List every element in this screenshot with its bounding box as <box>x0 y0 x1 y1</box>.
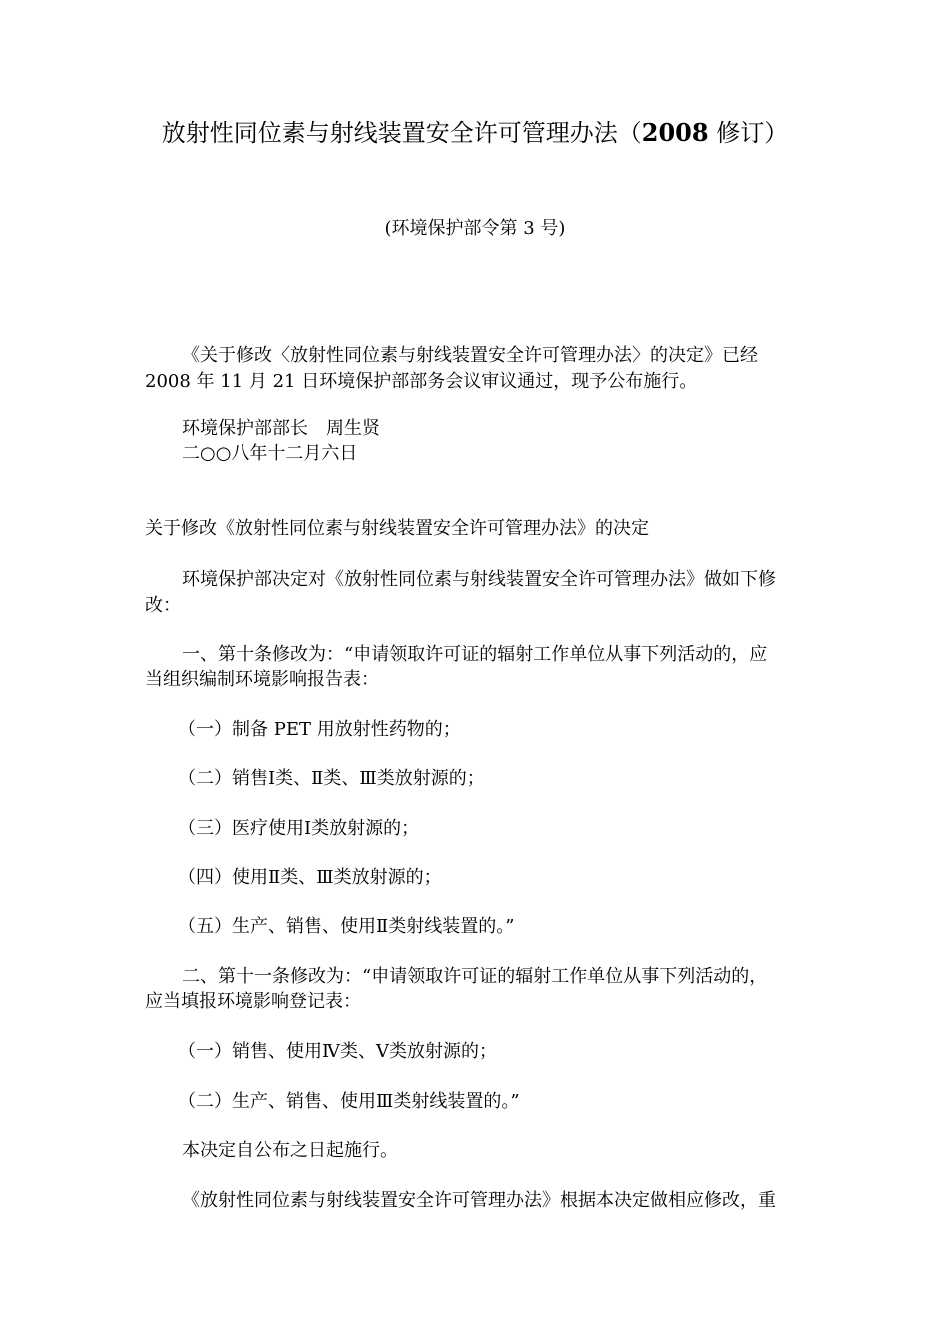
article-2-item: （一）销售、使用Ⅳ类、Ⅴ类放射源的； <box>178 1041 497 1062</box>
decision-intro-line-1: 环境保护部决定对《放射性同位素与射线装置安全许可管理办法》做如下修 <box>182 569 776 590</box>
signatory: 环境保护部部长 周生贤 <box>182 418 380 439</box>
document-title <box>0 116 950 150</box>
article-1-item: （五）生产、销售、使用Ⅱ类射线装置的。” <box>178 916 515 937</box>
final-line: 《放射性同位素与射线装置安全许可管理办法》根据本决定做相应修改，重 <box>182 1190 776 1211</box>
article-1-line-2: 当组织编制环境影响报告表： <box>145 669 379 690</box>
order-number: (环境保护部令第 3 号) <box>384 218 566 239</box>
effective-statement: 本决定自公布之日起施行。 <box>182 1140 398 1161</box>
decision-intro-line-2: 改： <box>145 595 181 616</box>
promulgation-line-2: 2008 年 11 月 21 日环境保护部部务会议审议通过，现予公布施行。 <box>145 371 698 392</box>
article-1-item: （二）销售Ⅰ类、Ⅱ类、Ⅲ类放射源的； <box>178 768 485 789</box>
title-suffix: 修订） <box>708 119 789 147</box>
article-2-line-2: 应当填报环境影响登记表： <box>145 991 361 1012</box>
title-text: 放射性同位素与射线装置安全许可管理办法（ <box>161 119 642 147</box>
article-2-item: （二）生产、销售、使用Ⅲ类射线装置的。” <box>178 1091 520 1112</box>
sign-date: 二○○八年十二月六日 <box>182 443 358 464</box>
article-1-line-1: 一、第十条修改为：“申请领取许可证的辐射工作单位从事下列活动的，应 <box>182 644 768 665</box>
article-2-line-1: 二、第十一条修改为：“申请领取许可证的辐射工作单位从事下列活动的， <box>182 966 768 987</box>
decision-heading: 关于修改《放射性同位素与射线装置安全许可管理办法》的决定 <box>145 518 649 539</box>
title-year: 2008 <box>641 118 709 147</box>
promulgation-line-1: 《关于修改〈放射性同位素与射线装置安全许可管理办法〉的决定》已经 <box>182 345 758 366</box>
article-1-item: （三）医疗使用Ⅰ类放射源的； <box>178 818 420 839</box>
article-1-item: （一）制备 PET 用放射性药物的； <box>178 719 461 740</box>
article-1-item: （四）使用Ⅱ类、Ⅲ类放射源的； <box>178 867 442 888</box>
